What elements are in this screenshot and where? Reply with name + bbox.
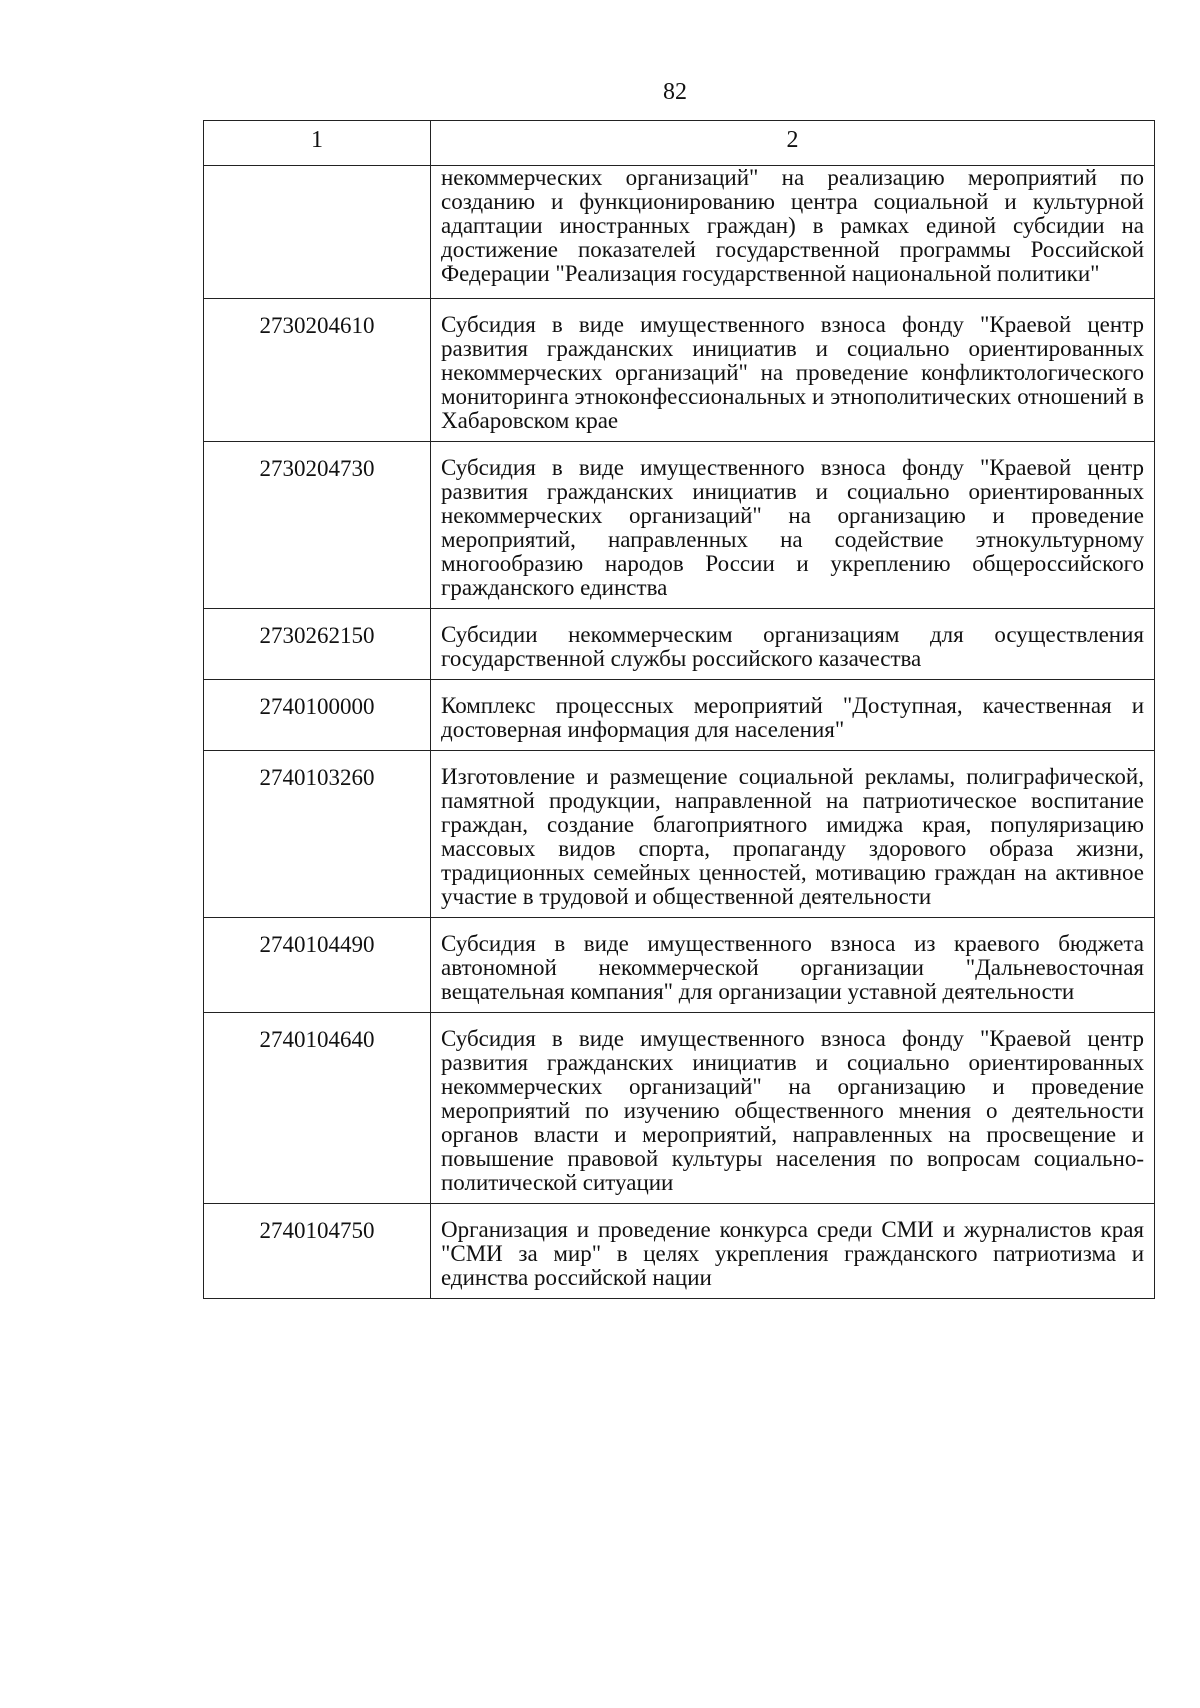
column-header-description: 2 bbox=[431, 121, 1155, 166]
row-description: Субсидии некоммерческим организациям для осуществления государственной службы российского казачества bbox=[431, 609, 1155, 680]
row-code bbox=[204, 166, 431, 299]
row-description: Организация и проведение конкурса среди СМИ и журналистов края "СМИ за мир" в целях укрепления гражданского патриотизма и единства российской нации bbox=[431, 1204, 1155, 1299]
row-description: Изготовление и размещение социальной рекламы, полиграфической, памятной продукции, направленной на патриотическое воспитание граждан, создание благоприятного имиджа края, популяризацию массовых видов спорта, пропаганду здорового образа жизни, традиционных семейных ценностей, мотивацию граждан на активное участие в трудовой и общественной деятельности bbox=[431, 751, 1155, 918]
table-row bbox=[204, 680, 1155, 751]
table-row bbox=[204, 1204, 1155, 1299]
row-code: 2740100000 bbox=[204, 680, 431, 751]
column-header-code: 1 bbox=[204, 121, 431, 166]
row-code: 2740104750 bbox=[204, 1204, 431, 1299]
table-row bbox=[204, 166, 1155, 299]
table-header-row bbox=[204, 121, 1155, 166]
row-description: Субсидия в виде имущественного взноса фонду "Краевой центр развития гражданских инициатив и социально ориентированных некоммерческих организаций" на организацию и проведение мероприятий, направленных на содействие этнокультурному многообразию народов России и укреплению общероссийского гражданского единства bbox=[431, 442, 1155, 609]
page-number: 82 bbox=[663, 79, 687, 105]
row-code: 2740103260 bbox=[204, 751, 431, 918]
budget-classification-table bbox=[203, 120, 1155, 1299]
row-code: 2730204610 bbox=[204, 299, 431, 442]
row-code: 2740104640 bbox=[204, 1013, 431, 1204]
row-description: некоммерческих организаций" на реализацию мероприятий по созданию и функционированию центра социальной и культурной адаптации иностранных граждан) в рамках единой субсидии на достижение показателей государственной программы Российской Федерации "Реализация государственной национальной политики" bbox=[431, 166, 1155, 299]
row-code: 2740104490 bbox=[204, 918, 431, 1013]
row-description: Субсидия в виде имущественного взноса фонду "Краевой центр развития гражданских инициатив и социально ориентированных некоммерческих организаций" на организацию и проведение мероприятий по изучению общественного мнения о деятельности органов власти и мероприятий, направленных на просвещение и повышение правовой культуры населения по вопросам социально-политической ситуации bbox=[431, 1013, 1155, 1204]
table-row bbox=[204, 609, 1155, 680]
table-row bbox=[204, 442, 1155, 609]
table-row bbox=[204, 299, 1155, 442]
row-code: 2730204730 bbox=[204, 442, 431, 609]
row-code: 2730262150 bbox=[204, 609, 431, 680]
row-description: Субсидия в виде имущественного взноса из краевого бюджета автономной некоммерческой организации "Дальневосточная вещательная компания" для организации уставной деятельности bbox=[431, 918, 1155, 1013]
table-row bbox=[204, 918, 1155, 1013]
table-row bbox=[204, 1013, 1155, 1204]
row-description: Субсидия в виде имущественного взноса фонду "Краевой центр развития гражданских инициатив и социально ориентированных некоммерческих организаций" на проведение конфликтологического мониторинга этноконфессиональных и этнополитических отношений в Хабаровском крае bbox=[431, 299, 1155, 442]
table-row bbox=[204, 751, 1155, 918]
row-description: Комплекс процессных мероприятий "Доступная, качественная и достоверная информация для населения" bbox=[431, 680, 1155, 751]
